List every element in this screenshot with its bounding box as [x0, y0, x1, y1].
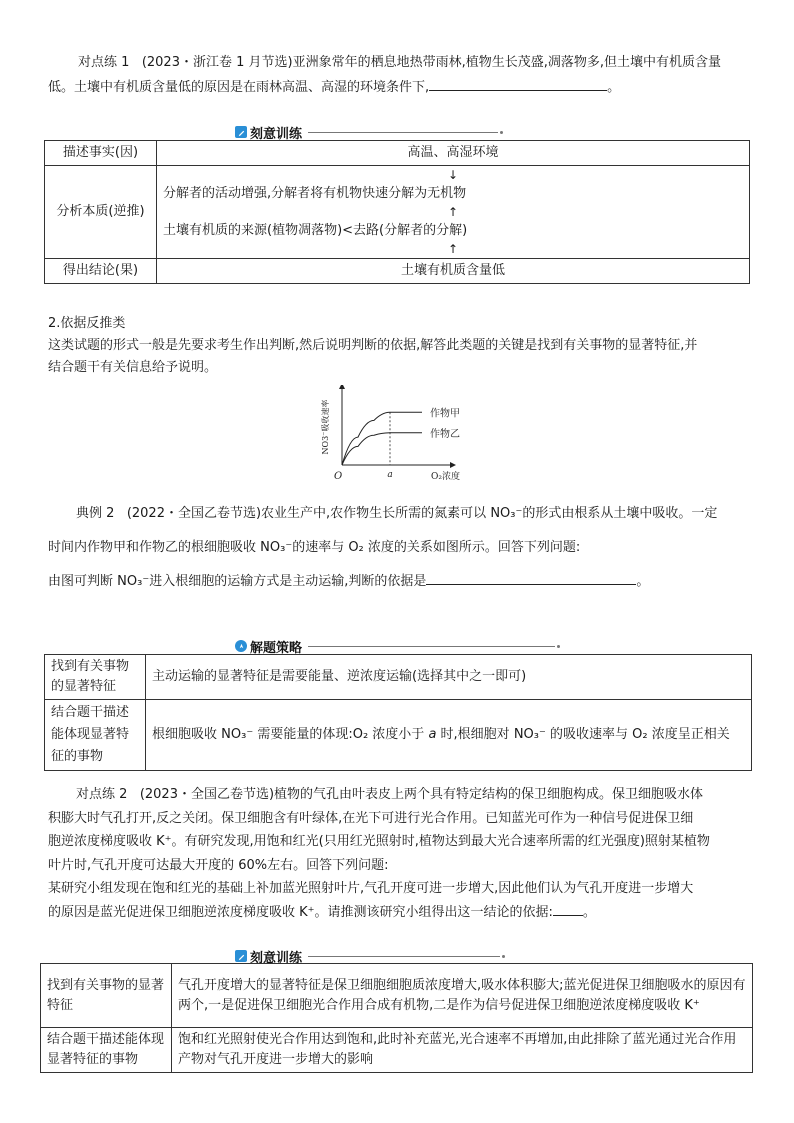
section-header-strategy [235, 638, 560, 654]
origin-label: O [334, 471, 343, 482]
marker-label: a [387, 470, 393, 480]
series-label-2: 作物乙 [430, 428, 460, 440]
section-title: 刻意训练 [250, 126, 303, 142]
exercise2-text: 对点练 2 (2023・全国乙卷节选)植物的气孔由叶表皮上两个具有特定结构的保卫细胞构成。保卫细胞吸水体 积膨大时气孔打开,反之关闭。保卫细胞含有叶绿体,在光下可进行光合作用。已知蓝光可作为一种信号促进保卫细 胞逆浓度梯度吸收 K⁺。有研究发现,用饱和红光(只用红光照射时,植物达到最大光合速率所需的红光强度)照射某植物 叶片时,气孔开度可达最大开度的 60%左右。回答下列问题: 某研究小组发现在饱和红光的基础上补加蓝光照射叶片,气孔开度可进一步增大,因此他们认为气孔开度进一步增大 的原因是蓝光促进保卫细胞逆浓度梯度吸收 K⁺。请推测该研究小组得出这一结论的依据: 。 [48, 787, 710, 920]
analysis-table [44, 140, 750, 284]
conclusion-label: 得出结论(果) [45, 259, 157, 284]
analysis-label: 分析本质(逆推) [45, 166, 157, 259]
x-axis-arrow-icon [450, 462, 456, 468]
y-axis-label: NO3⁻吸收速率 [321, 399, 330, 455]
up-arrow-icon: ↑ [447, 242, 459, 256]
cause-value: 高温、高湿环境 [157, 141, 750, 166]
answer-blank[interactable] [426, 570, 636, 585]
training-table-2 [40, 963, 753, 1073]
nitrate-ion: NO₃⁻ [260, 540, 293, 555]
training-label-2: 结合题干描述能体现显著特征的事物 [41, 1028, 172, 1073]
training-label-1: 找到有关事物的显著特征 [41, 964, 172, 1028]
y-axis-arrow-icon [339, 385, 345, 389]
part2-text: 2.依据反推类 这类试题的形式一般是先要求考生作出判断,然后说明判断的依据,解答此类题的关键是找到有关事物的显著特征,并 结合题干有关信息给予说明。 [48, 313, 748, 379]
absorption-rate-chart [320, 385, 480, 483]
up-arrow-icon: ↑ [447, 205, 459, 219]
compass-icon [235, 640, 247, 652]
part2-heading: 2.依据反推类 [48, 316, 126, 331]
analysis-line2: 土壤有机质的来源(植物凋落物)<去路(分解者的分解) [163, 223, 468, 238]
section-title: 刻意训练 [250, 950, 303, 966]
x-axis-label: O₂浓度 [431, 472, 460, 482]
series-line-1 [342, 412, 422, 465]
pencil-icon [235, 950, 247, 962]
training-value-1: 气孔开度增大的显著特征是保卫细胞细胞质浓度增大,吸水体积膨大;蓝光促进保卫细胞吸水的原因有两个,一是促进保卫细胞光合作用合成有机物,二是作为信号促进保卫细胞逆浓度梯度吸收 K⁺ [172, 964, 753, 1028]
section-header-training-2 [235, 948, 505, 964]
exercise-source: (2023・浙江卷 1 月节选) [141, 55, 293, 70]
analysis-line1: 分解者的活动增强,分解者将有机物快速分解为无机物 [163, 186, 467, 201]
example2-text: 典例 2 (2022・全国乙卷节选)农业生产中,农作物生长所需的氮素可以 NO₃⁻的形式由根系从土壤中吸收。一定 时间内作物甲和作物乙的根细胞吸收 NO₃⁻的速率与 O₂ 浓度的关系如图所示。回答下列问题: 由图可判断 NO₃⁻进入根细胞的运输方式是主动运输,判断的依据是 。 [48, 506, 718, 589]
cause-label: 描述事实(因) [45, 141, 157, 166]
strategy-label-1: 找到有关事物的显著特征 [45, 655, 146, 700]
strategy-label-2: 结合题干描述能体现显著特征的事物 [45, 700, 146, 771]
nitrate-ion: NO₃⁻ [490, 506, 523, 521]
answer-blank[interactable] [429, 76, 607, 91]
example-label: 典例 2 [76, 506, 115, 521]
strategy-value-2: 根细胞吸收 NO₃⁻ 需要能量的体现:O₂ 浓度小于 a 时,根细胞对 NO₃⁻ 的吸收速率与 O₂ 浓度呈正相关 [146, 700, 752, 771]
pencil-icon [235, 126, 247, 138]
strategy-value-1: 主动运输的显著特征是需要能量、逆浓度运输(选择其中之一即可) [146, 655, 752, 700]
exercise1-text: 对点练 1 (2023・浙江卷 1 月节选)亚洲象常年的栖息地热带雨林,植物生长茂盛,凋落物多,但土壤中有机质含量 低。土壤中有机质含量低的原因是在雨林高温、高湿的环境条件下, 。 [48, 55, 721, 95]
nitrate-ion: NO₃⁻ [117, 574, 150, 589]
exercise-label: 对点练 2 [76, 787, 128, 802]
down-arrow-icon: ↓ [447, 168, 459, 182]
exercise-label: 对点练 1 [78, 55, 130, 70]
strategy-table [44, 654, 752, 771]
section-title: 解题策略 [250, 640, 303, 656]
conclusion-value: 土壤有机质含量低 [157, 259, 750, 284]
answer-blank[interactable] [553, 901, 583, 916]
series-label-1: 作物甲 [430, 408, 460, 420]
series-line-2 [342, 433, 422, 465]
training-value-2: 饱和红光照射使光合作用达到饱和,此时补充蓝光,光合速率不再增加,由此排除了蓝光通过光合作用产物对气孔开度进一步增大的影响 [172, 1028, 753, 1073]
section-header-training-1 [235, 124, 503, 140]
